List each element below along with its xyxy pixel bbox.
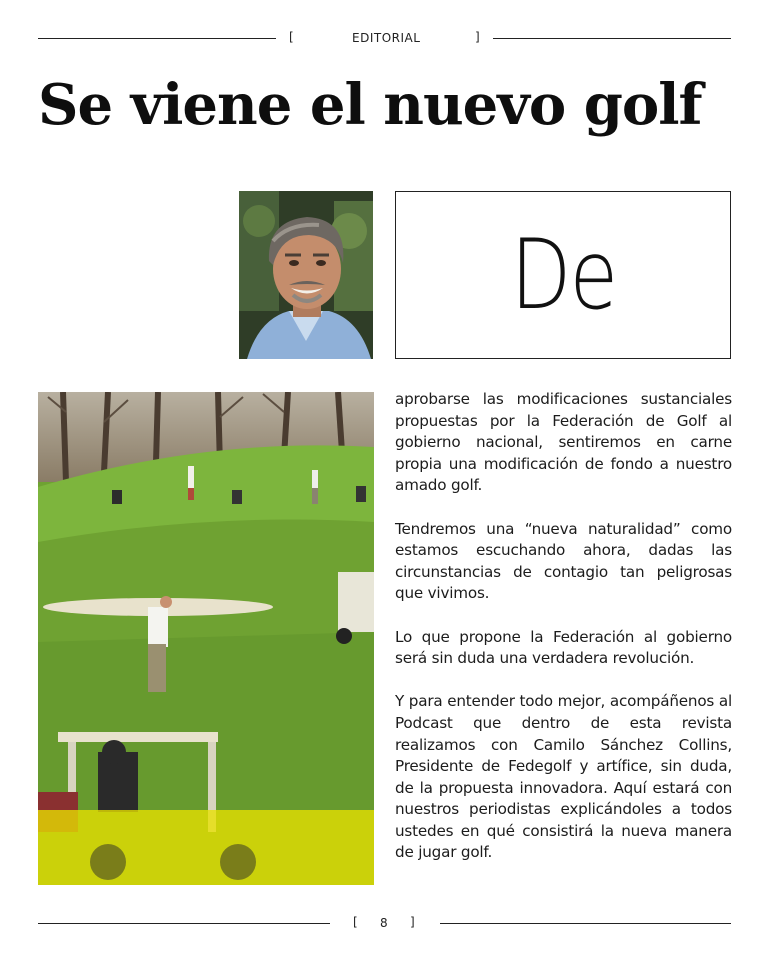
footer-rule-left bbox=[38, 923, 330, 924]
article-body bbox=[395, 389, 732, 886]
footer-bracket-open: [ bbox=[353, 915, 358, 929]
page-number: 8 bbox=[380, 916, 388, 930]
body-paragraph: Tendremos una “nueva naturalidad” como estamos escuchando ahora, dadas las circunstancias de contagio tan peligrosas que vivimos. bbox=[395, 519, 732, 603]
golf-course-photo bbox=[38, 392, 374, 885]
footer-bracket-close: ] bbox=[410, 915, 415, 929]
golf-course-illustration bbox=[38, 392, 374, 885]
body-paragraph: Y para entender todo mejor, acompáñenos al Podcast que dentro de esta revista realizamos con Camilo Sánchez Collins, Presidente de Fedegolf y artífice, sin duda, de la propuesta innovadora. Aquí estará con nuestros periodistas explicándoles a todos ustedes en qué consistirá la nueva manera de jugar golf. bbox=[395, 692, 732, 862]
body-paragraph: aprobarse las modificaciones sustanciales propuestas por la Federación de Golf al gobierno nacional, sentiremos en carne propia una modificación de fondo a nuestro amado golf. bbox=[395, 390, 732, 495]
body-paragraph: Lo que propone la Federación al gobierno será sin duda una verdadera revolución. bbox=[395, 627, 732, 668]
dropcap-text: De bbox=[510, 219, 616, 331]
section-label: EDITORIAL bbox=[352, 31, 421, 45]
footer-rule-right bbox=[440, 923, 731, 924]
header-rule-right bbox=[493, 38, 731, 39]
header-bracket-open: [ bbox=[289, 30, 294, 44]
article-title: Se viene el nuevo golf bbox=[38, 72, 702, 138]
header-rule-left bbox=[38, 38, 276, 39]
portrait-illustration bbox=[239, 191, 373, 359]
dropcap-box bbox=[395, 191, 731, 359]
header-bracket-close: ] bbox=[475, 30, 480, 44]
columnist-portrait bbox=[239, 191, 373, 359]
